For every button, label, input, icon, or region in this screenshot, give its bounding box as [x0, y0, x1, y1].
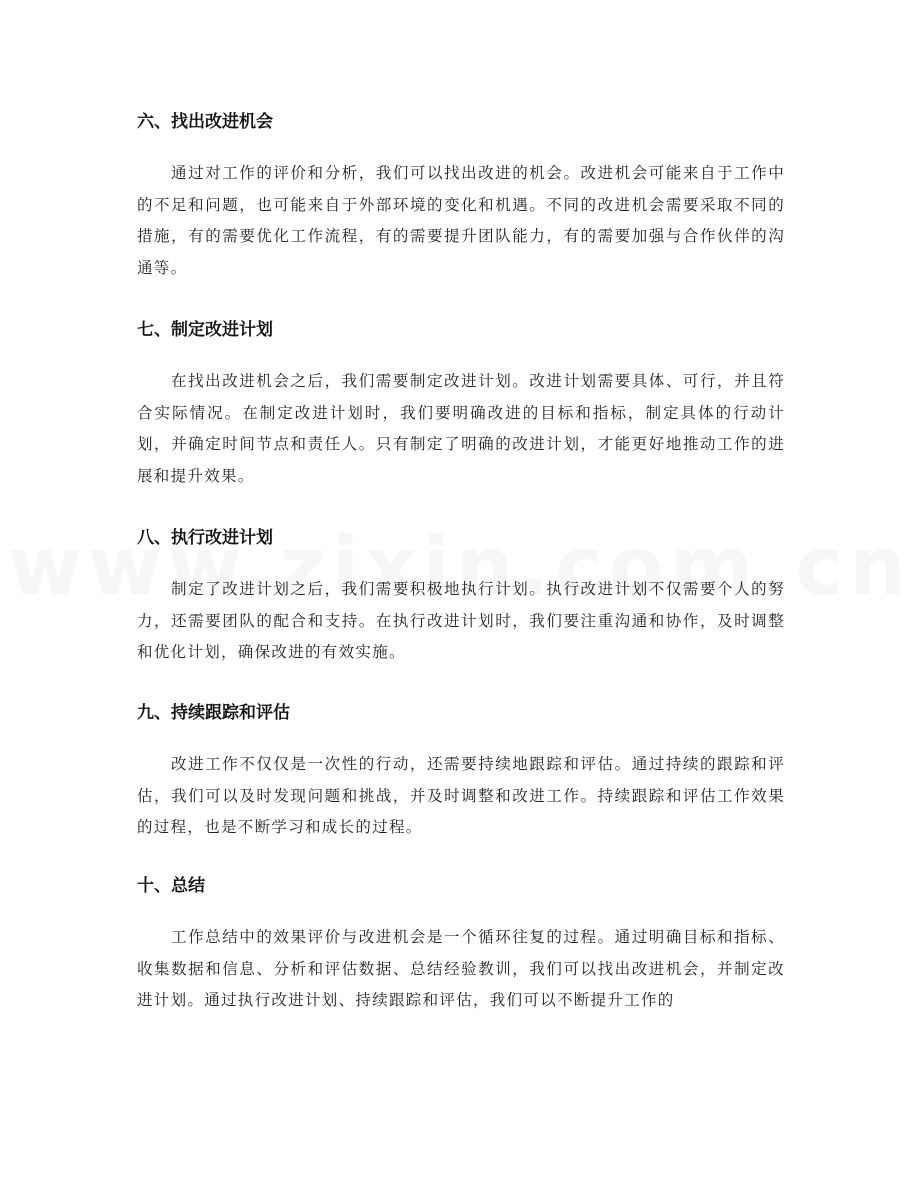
section-8	[137, 526, 785, 669]
section-paragraph: 工作总结中的效果评价与改进机会是一个循环往复的过程。通过明确目标和指标、收集数据和信息、分析和评估数据、总结经验教训，我们可以找出改进机会，并制定改进计划。通过执行改进计划、持续跟踪和评估，我们可以不断提升工作的	[137, 928, 785, 1009]
section-6	[137, 110, 785, 284]
section-paragraph: 改进工作不仅仅是一次性的行动，还需要持续地跟踪和评估。通过持续的跟踪和评估，我们可以及时发现问题和挑战，并及时调整和改进工作。持续跟踪和评估工作效果的过程，也是不断学习和成长的过程。	[137, 755, 785, 836]
section-10	[137, 874, 785, 1017]
section-9	[137, 701, 785, 844]
section-7	[137, 318, 785, 492]
section-paragraph: 在找出改进机会之后，我们需要制定改进计划。改进计划需要具体、可行，并且符合实际情况。在制定改进计划时，我们要明确改进的目标和指标，制定具体的行动计划，并确定时间节点和责任人。只有制定了明确的改进计划，才能更好地推动工作的进展和提升效果。	[137, 372, 785, 485]
section-heading: 六、找出改进机会	[137, 112, 273, 132]
section-heading: 九、持续跟踪和评估	[137, 703, 290, 723]
section-heading: 八、执行改进计划	[137, 528, 273, 548]
section-heading: 十、总结	[137, 876, 205, 896]
section-heading: 七、制定改进计划	[137, 320, 273, 340]
section-paragraph: 通过对工作的评价和分析，我们可以找出改进的机会。改进机会可能来自于工作中的不足和问题，也可能来自于外部环境的变化和机遇。不同的改进机会需要采取不同的措施，有的需要优化工作流程，有的需要提升团队能力，有的需要加强与合作伙伴的沟通等。	[137, 164, 785, 277]
section-paragraph: 制定了改进计划之后，我们需要积极地执行计划。执行改进计划不仅需要个人的努力，还需要团队的配合和支持。在执行改进计划时，我们要注重沟通和协作，及时调整和优化计划，确保改进的有效实施。	[137, 580, 785, 661]
